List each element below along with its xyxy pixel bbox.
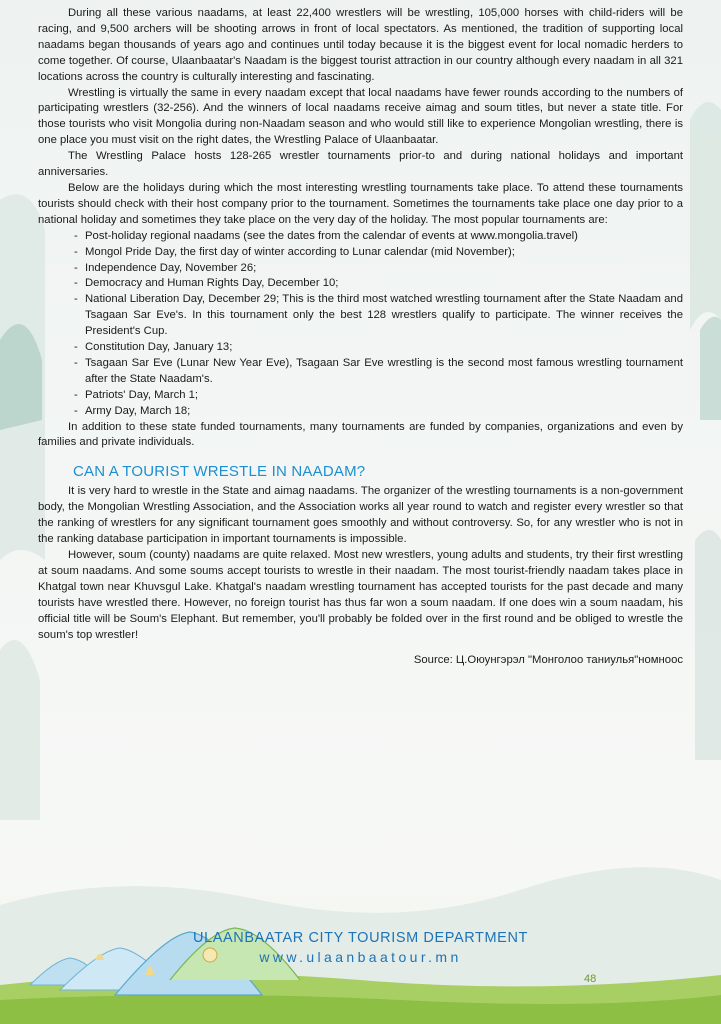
list-item: - Constitution Day, January 13; — [38, 340, 683, 356]
list-item: - Tsagaan Sar Eve (Lunar New Year Eve), Tsagaan Sar Eve wrestling is the second most famous wrestling tournament after the State Naadam's. — [38, 356, 683, 388]
list-item: - Post-holiday regional naadams (see the dates from the calendar of events at www.mongolia.travel) — [38, 229, 683, 245]
paragraph: Wrestling is virtually the same in every naadam except that local naadams have fewer rounds according to the numbers of participating wrestlers (32-256). And the winners of local naadams receive aimag and soum titles, but never a state title. For those tourists who visit Mongolia during non-Naadam season and who would still like to experience Mongolian wrestling, there is one place you must visit on the right dates, the Wrestling Palace of Ulaanbaatar. — [38, 86, 683, 147]
footer-department: ULAANBAATAR CITY TOURISM DEPARTMENT — [193, 930, 528, 946]
section-heading: CAN A TOURIST WRESTLE IN NAADAM? — [73, 463, 366, 481]
list-item: - National Liberation Day, December 29; This is the third most watched wrestling tournament after the State Naadam and Tsagaan Sar Eve's. In this tournament only the best 128 wrestlers qualify to participate. The winner receives the President's Cup. — [38, 292, 683, 340]
footer-website-link[interactable]: www.ulaanbaatour.mn — [259, 949, 462, 965]
paragraph: Below are the holidays during which the most interesting wrestling tournaments take place. To attend these tournaments tourists should check with their host company prior to the tournament. Sometimes the tournaments take place one day prior to a national holiday and sometimes they take place on the very day of the holiday. The most popular tournaments are: — [38, 181, 683, 226]
list-item: - Mongol Pride Day, the first day of winter according to Lunar calendar (mid November); — [38, 245, 683, 261]
list-item: - Patriots' Day, March 1; — [38, 388, 683, 404]
list-item: - Democracy and Human Rights Day, December 10; — [38, 276, 683, 292]
list-item: - Army Day, March 18; — [38, 404, 683, 420]
tournament-list — [38, 229, 683, 420]
article-body — [38, 6, 683, 669]
source-citation: Source: Ц.Оюунгэрэл "Монголоо таниулья"номноос — [413, 654, 683, 667]
page-number: 48 — [584, 973, 597, 985]
list-item: - Independence Day, November 26; — [38, 261, 683, 277]
paragraph: However, soum (county) naadams are quite relaxed. Most new wrestlers, young adults and students, try their first wrestling at soum naadams. And some soums accept tourists to wrestle in their naadam. The most tourist-friendly naadam takes place in Khatgal town near Khuvsgul Lake. Khatgal's naadam wrestling tournament has accepted tourists for the past decade and many tourists have wrestled there. However, no foreign tourist has thus far won a soum naadam. If one does win a soum naadam, his official title will be Soum's Elephant. But remember, you'll probably be folded over in the first round and be obliged to wrestle the soum's top wrestler! — [38, 549, 683, 641]
paragraph: During all these various naadams, at least 22,400 wrestlers will be wrestling, 105,000 horses with child-riders will be racing, and 9,500 archers will be shooting arrows in front of local spectators. As mentioned, the tradition of supporting local naadams began thousands of years ago and continues until today because it is the biggest event for local nomadic herders to come together. Of course, Ulaanbaatar's Naadam is the biggest tourist attraction in our country although every naadam in all 321 locations across the country is culturally interesting and fascinating. — [38, 7, 683, 83]
paragraph: It is very hard to wrestle in the State and aimag naadams. The organizer of the wrestling tournaments is a non-government body, the Mongolian Wrestling Association, and the Association works all year round to watch and register every wrestler so that the ranking of wrestlers for any significant tournament goes smoothly and without controversy. So, for any wrestler who is not in the ranking database participation in important tournaments is impossible. — [38, 485, 683, 546]
paragraph: The Wrestling Palace hosts 128-265 wrestler tournaments prior-to and during national holidays and important anniversaries. — [38, 150, 683, 179]
paragraph: In addition to these state funded tournaments, many tournaments are funded by companies, organizations and even by families and private individuals. — [38, 420, 683, 449]
